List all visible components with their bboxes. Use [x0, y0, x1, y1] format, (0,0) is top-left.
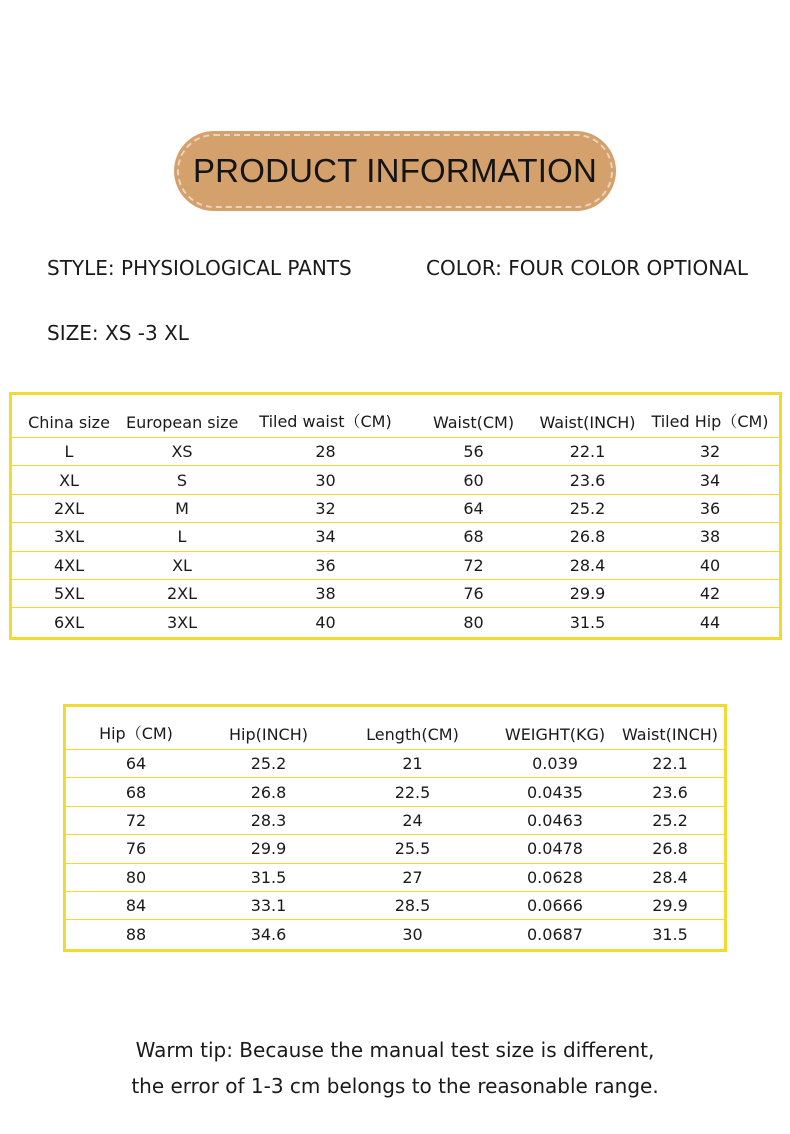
table-row [12, 579, 779, 607]
table-cell: 26.8 [206, 778, 331, 806]
warm-tip-line-2: the error of 1-3 cm belongs to the reasonable range. [131, 1074, 659, 1098]
table-cell: 34 [238, 523, 413, 551]
table-cell: 0.0687 [494, 920, 616, 948]
table-cell: 30 [238, 466, 413, 494]
table-cell: 34.6 [206, 920, 331, 948]
table-cell: 33.1 [206, 891, 331, 919]
table-cell: 68 [66, 778, 206, 806]
table-cell: 80 [66, 863, 206, 891]
table-row [66, 920, 724, 948]
column-header: Length(CM) [366, 725, 459, 744]
table-cell: 22.5 [331, 778, 494, 806]
table-cell: 64 [66, 750, 206, 778]
column-header: Tiled Hip（CM) [651, 412, 769, 431]
table-cell: 80 [413, 608, 534, 636]
style-info: STYLE: PHYSIOLOGICAL PANTS [47, 256, 352, 280]
warm-tip-line-1: Warm tip: Because the manual test size is different, [135, 1038, 655, 1062]
table-cell: 2XL [126, 579, 238, 607]
table-cell: XL [12, 466, 126, 494]
table-cell: 68 [413, 523, 534, 551]
table-header-row [66, 707, 724, 750]
column-header: Waist(CM) [432, 413, 515, 432]
table-cell: 22.1 [534, 438, 641, 466]
table-cell: L [12, 438, 126, 466]
table-cell: 29.9 [616, 891, 724, 919]
table-cell: L [126, 523, 238, 551]
size-table-2 [63, 704, 727, 952]
table-cell: 28.4 [616, 863, 724, 891]
table-cell: 32 [641, 438, 779, 466]
table-row [12, 466, 779, 494]
table-cell: 0.039 [494, 750, 616, 778]
table-row [12, 438, 779, 466]
table-cell: 31.5 [206, 863, 331, 891]
product-information-banner [174, 131, 616, 211]
table-cell: 60 [413, 466, 534, 494]
table-cell: 76 [413, 579, 534, 607]
table-cell: 26.8 [534, 523, 641, 551]
table-cell: 26.8 [616, 835, 724, 863]
table-cell: XS [126, 438, 238, 466]
table-row [66, 750, 724, 778]
table-cell: 23.6 [534, 466, 641, 494]
table-cell: 32 [238, 494, 413, 522]
table-row [66, 891, 724, 919]
table-row [66, 806, 724, 834]
table-cell: 28.4 [534, 551, 641, 579]
table-row [66, 863, 724, 891]
column-header: Tiled waist（CM) [259, 412, 392, 431]
table-row [12, 551, 779, 579]
table-cell: 40 [238, 608, 413, 636]
table-cell: 88 [66, 920, 206, 948]
table-cell: 72 [66, 806, 206, 834]
color-info: COLOR: FOUR COLOR OPTIONAL [426, 256, 748, 280]
table-cell: 24 [331, 806, 494, 834]
table-cell: 76 [66, 835, 206, 863]
table-cell: 56 [413, 438, 534, 466]
table-cell: 21 [331, 750, 494, 778]
table-cell: 72 [413, 551, 534, 579]
table-cell: 36 [641, 494, 779, 522]
size-table-1 [9, 392, 782, 640]
column-header: Waist(INCH) [539, 413, 636, 432]
table-cell: 42 [641, 579, 779, 607]
table-row [12, 494, 779, 522]
table-cell: 29.9 [206, 835, 331, 863]
table-cell: 38 [641, 523, 779, 551]
table-cell: 25.2 [616, 806, 724, 834]
table-cell: S [126, 466, 238, 494]
table-cell: 44 [641, 608, 779, 636]
table-cell: 29.9 [534, 579, 641, 607]
table-cell: 40 [641, 551, 779, 579]
table-cell: 3XL [126, 608, 238, 636]
table-row [66, 778, 724, 806]
table-cell: 28 [238, 438, 413, 466]
table-cell: 84 [66, 891, 206, 919]
table-cell: 4XL [12, 551, 126, 579]
table-row [66, 835, 724, 863]
table-cell: 22.1 [616, 750, 724, 778]
table-cell: 5XL [12, 579, 126, 607]
table-cell: 25.2 [206, 750, 331, 778]
table-cell: 27 [331, 863, 494, 891]
table-cell: 3XL [12, 523, 126, 551]
table-cell: 0.0435 [494, 778, 616, 806]
table-cell: 28.5 [331, 891, 494, 919]
table-cell: 0.0478 [494, 835, 616, 863]
size-info: SIZE: XS -3 XL [47, 321, 189, 345]
table-cell: 25.5 [331, 835, 494, 863]
table-cell: 36 [238, 551, 413, 579]
table-cell: 31.5 [534, 608, 641, 636]
column-header: Hip（CM) [99, 724, 173, 743]
table-row [12, 608, 779, 636]
table-cell: 34 [641, 466, 779, 494]
table-cell: 0.0628 [494, 863, 616, 891]
table-cell: 0.0666 [494, 891, 616, 919]
table-cell: 28.3 [206, 806, 331, 834]
table-cell: 0.0463 [494, 806, 616, 834]
table-row [12, 523, 779, 551]
column-header: WEIGHT(KG) [504, 725, 606, 744]
table-cell: M [126, 494, 238, 522]
column-header: Hip(INCH) [228, 725, 308, 744]
table-cell: 30 [331, 920, 494, 948]
table-cell: 25.2 [534, 494, 641, 522]
table-cell: 38 [238, 579, 413, 607]
banner-title: PRODUCT INFORMATION [192, 152, 598, 189]
table-cell: 6XL [12, 608, 126, 636]
table-cell: 31.5 [616, 920, 724, 948]
table-cell: 23.6 [616, 778, 724, 806]
table-cell: 2XL [12, 494, 126, 522]
column-header: Waist(INCH) [621, 725, 719, 744]
table-header-row [12, 395, 779, 438]
column-header: China size [28, 413, 110, 432]
table-cell: 64 [413, 494, 534, 522]
column-header: European size [126, 413, 239, 432]
table-cell: XL [126, 551, 238, 579]
